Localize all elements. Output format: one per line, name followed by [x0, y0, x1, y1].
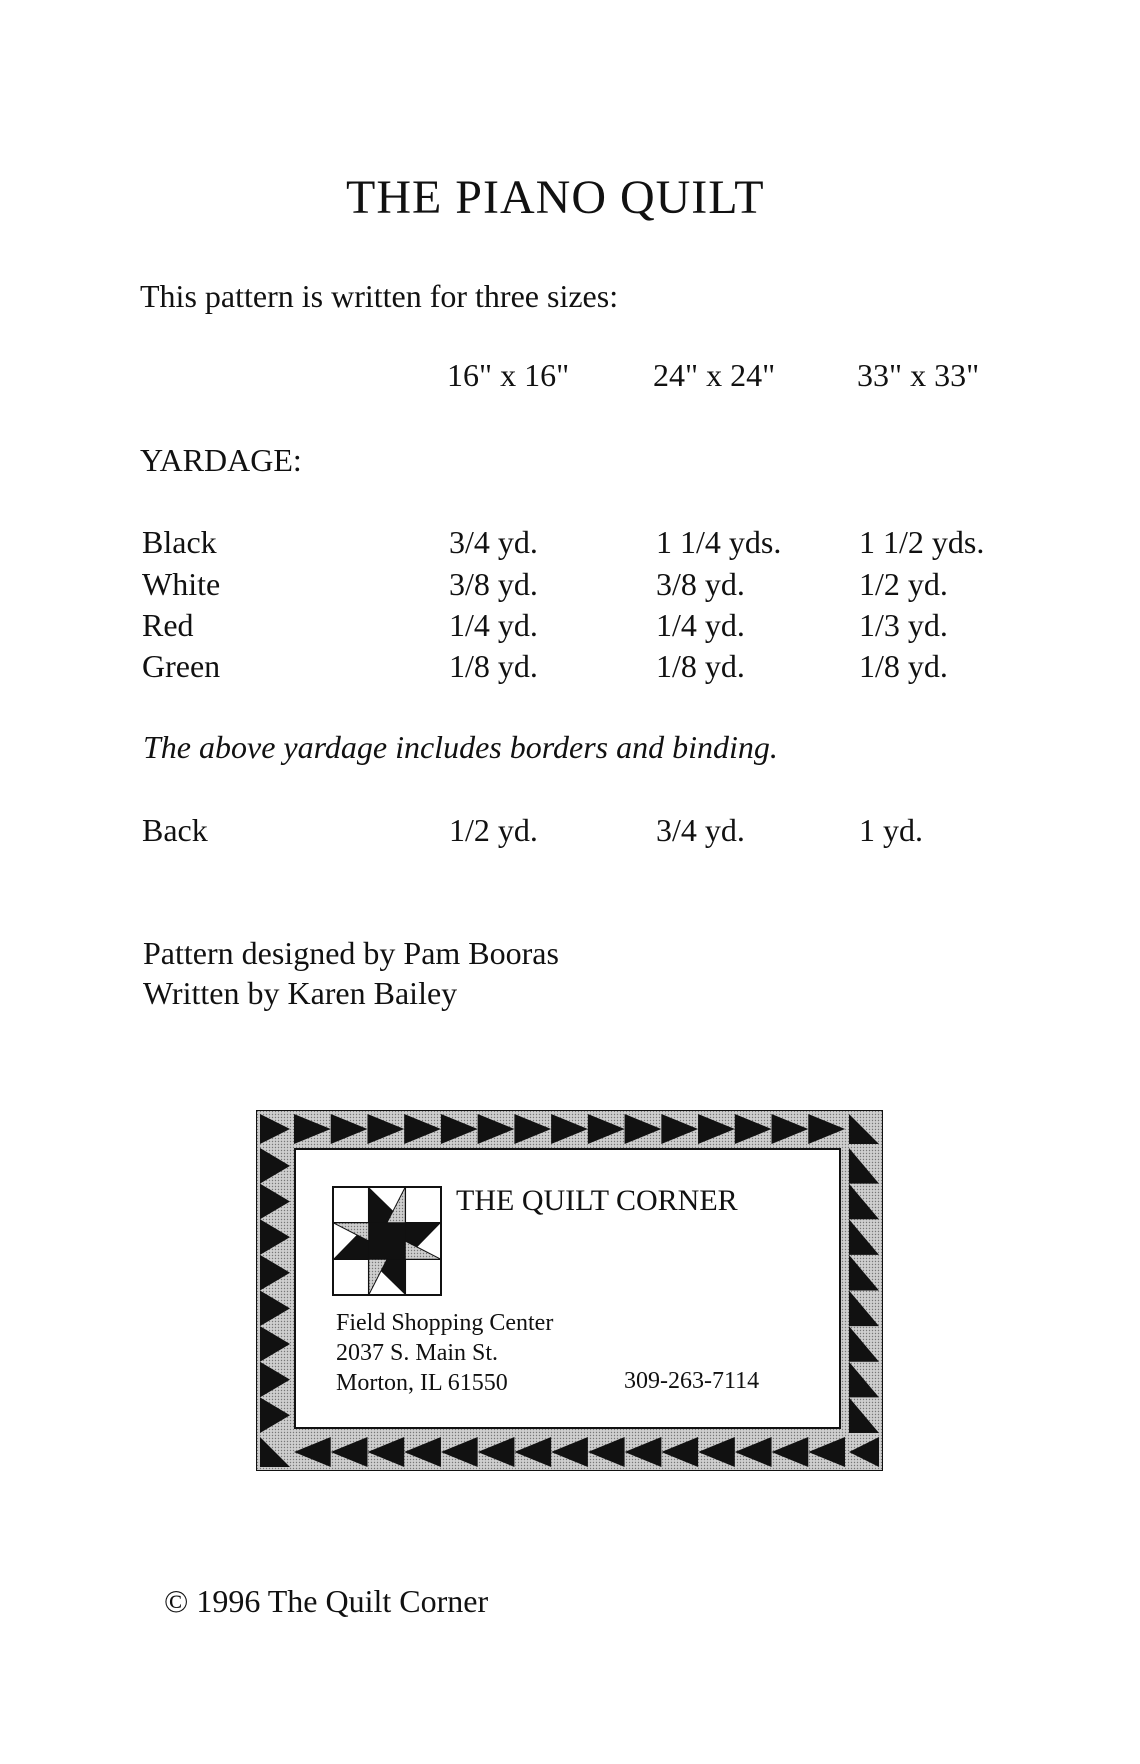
- cell-white-2: 3/8 yd.: [656, 566, 745, 602]
- size-header-3: 33" x 33": [857, 357, 980, 393]
- cell-black-2: 1 1/4 yds.: [656, 524, 782, 560]
- cell-back-2: 3/4 yd.: [656, 812, 745, 848]
- cell-red-2: 1/4 yd.: [656, 607, 745, 643]
- cell-white-3: 1/2 yd.: [859, 566, 948, 602]
- address-line-1: Field Shopping Center: [336, 1310, 554, 1336]
- quilt-star-block-icon: [332, 1186, 442, 1296]
- page-title: THE PIANO QUILT: [346, 171, 765, 224]
- cell-black-1: 3/4 yd.: [449, 524, 538, 560]
- cell-white-1: 3/8 yd.: [449, 566, 538, 602]
- address-line-3: Morton, IL 61550: [336, 1370, 508, 1396]
- size-header-2: 24" x 24": [653, 357, 776, 393]
- row-label-green: Green: [142, 648, 221, 684]
- intro-text: This pattern is written for three sizes:: [140, 278, 619, 314]
- designer-credit: Pattern designed by Pam Booras: [143, 935, 559, 971]
- row-label-white: White: [142, 566, 221, 602]
- cell-black-3: 1 1/2 yds.: [859, 524, 985, 560]
- cell-green-1: 1/8 yd.: [449, 648, 538, 684]
- cell-back-1: 1/2 yd.: [449, 812, 538, 848]
- card-panel: [294, 1148, 841, 1429]
- size-header-1: 16" x 16": [447, 357, 570, 393]
- row-label-black: Black: [142, 524, 217, 560]
- yardage-heading: YARDAGE:: [140, 442, 302, 478]
- row-label-red: Red: [142, 607, 194, 643]
- address-line-2: 2037 S. Main St.: [336, 1340, 499, 1366]
- phone-number: 309-263-7114: [624, 1368, 760, 1394]
- store-name: THE QUILT CORNER: [456, 1184, 738, 1217]
- cell-green-3: 1/8 yd.: [859, 648, 948, 684]
- business-card: [256, 1110, 883, 1471]
- yardage-note: The above yardage includes borders and binding.: [143, 729, 778, 765]
- cell-green-2: 1/8 yd.: [656, 648, 745, 684]
- row-label-back: Back: [142, 812, 208, 848]
- cell-red-1: 1/4 yd.: [449, 607, 538, 643]
- writer-credit: Written by Karen Bailey: [143, 975, 458, 1011]
- cell-red-3: 1/3 yd.: [859, 607, 948, 643]
- copyright-text: © 1996 The Quilt Corner: [164, 1583, 489, 1619]
- cell-back-3: 1 yd.: [859, 812, 923, 848]
